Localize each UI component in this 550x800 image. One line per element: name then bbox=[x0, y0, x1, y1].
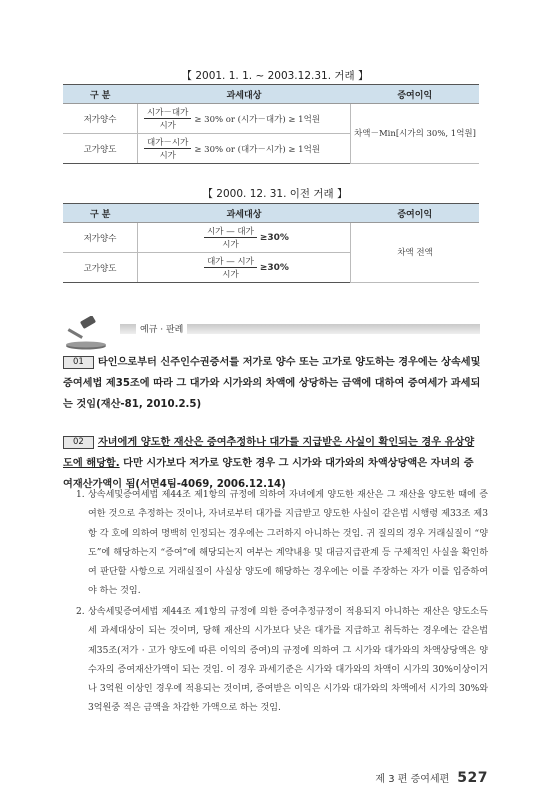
table1-caption: 【 2001. 1. 1. ~ 2003.12.31. 거래 】 bbox=[181, 70, 369, 82]
row-type: 고가양도 bbox=[63, 134, 138, 164]
page-number: 527 bbox=[457, 770, 488, 786]
fraction bbox=[144, 106, 191, 131]
condition-text: ≥30% bbox=[259, 262, 289, 273]
condition-text: ≥30% bbox=[259, 232, 289, 243]
fraction-numerator: 시가 — 대가 bbox=[204, 225, 257, 238]
fraction bbox=[204, 255, 257, 280]
table-header-row bbox=[63, 85, 479, 104]
fraction-numerator: 대가－시가 bbox=[144, 136, 191, 149]
ruling-text-underlined: 자녀에게 양도한 재산은 증여추정하나 대가를 지급받은 사실이 확인되는 경우 유상양도에 해당함. bbox=[63, 437, 475, 469]
ruling-text: 타인으로부터 신주인수권증서를 저가로 양수 또는 고가로 양도하는 경우에는 상속세및증여세법 제35조에 따라 그 대가와 시가와의 차액에 상당하는 금액에 대하여 증여세가 과세되는 것임(재산-81, 2010.2.5) bbox=[63, 357, 481, 410]
table-header-row bbox=[63, 204, 479, 223]
fraction-denominator: 시가 bbox=[222, 270, 239, 280]
rulings-banner bbox=[60, 316, 480, 342]
fraction-numerator: 대가 — 시가 bbox=[204, 255, 257, 268]
ruling-text: 다만 시가보다 저가로 양도한 경우 그 시가와 대가와의 차액상당액은 자녀의 증여재산가액이 됨(서면4팀-4069, 2006.12.14) bbox=[63, 458, 474, 490]
condition-text: ≥ 30% or (시가－대가) ≥ 1억원 bbox=[194, 114, 320, 125]
fraction bbox=[204, 225, 257, 250]
row-type: 저가양수 bbox=[63, 104, 138, 134]
list-item bbox=[76, 603, 488, 719]
list-item bbox=[76, 486, 488, 602]
header-gift-benefit: 증여이익 bbox=[351, 85, 480, 104]
table2-caption: 【 2000. 12. 31. 이전 거래 】 bbox=[202, 188, 348, 200]
header-taxable: 과세대상 bbox=[138, 204, 351, 223]
ruling-number-badge: 01 bbox=[63, 356, 94, 369]
fraction-numerator: 시가－대가 bbox=[144, 106, 191, 119]
table-row bbox=[63, 104, 479, 134]
row-condition bbox=[138, 223, 351, 253]
banner-label: 예규 · 판례 bbox=[136, 322, 187, 335]
header-category: 구 분 bbox=[63, 204, 138, 223]
gift-benefit-cell: 차액－Min[시가의 30%, 1억원] bbox=[351, 104, 480, 164]
section-title: 제 3 편 증여세편 bbox=[375, 774, 450, 785]
list-item-text: 상속세및증여세법 제44조 제1항의 규정에 의하여 자녀에게 양도한 재산은 그 재산을 양도한 때에 증여한 것으로 추정하는 것이나, 자녀로부터 대가를 지급받고 양도한 사실이 같은법 시행령 제33조 제3항 각 호에 의하여 명백히 인정되는 경우에는 그러하지 아니하는 것임. 귀 질의의 경우 거래실질이 “양도”에 해당하는지 “증여”에 해당되는지 여부는 계약내용 및 대금지급관계 등 구체적인 사실을 확인하여 판단할 사항으로 거래실질이 사실상 양도에 해당하는 경우에는 이를 주장하는 자가 이를 입증하여야 하는 것임. bbox=[88, 490, 488, 597]
table-row bbox=[63, 223, 479, 253]
row-condition bbox=[138, 134, 351, 164]
row-type: 고가양도 bbox=[63, 253, 138, 283]
list-item-text: 상속세및증여세법 제44조 제1항의 규정에 의한 증여추정규정이 적용되지 아니하는 재산은 양도소득세 과세대상이 되는 것이며, 당해 재산의 시가보다 낮은 대가를 지급하고 취득하는 경우에는 같은법 제35조(저가 · 고가 양도에 따른 이익의 증여)의 규정에 의하여 그 시가와 대가와의 차액상당액은 양수자의 증여재산가액이 되는 것임. 이 경우 과세기준은 시가와 대가와의 차액이 시가의 30%이상이거나 3억원 이상인 경우에 적용되는 것이며, 증여받은 이익은 시가와 대가와의 차액에서 시가의 30%와 3억원중 적은 금액을 차감한 가액으로 하는 것임. bbox=[88, 607, 488, 714]
fraction-denominator: 시가 bbox=[159, 151, 176, 161]
fraction-denominator: 시가 bbox=[159, 121, 176, 131]
list-marker: 2. bbox=[76, 607, 85, 617]
ruling-number-badge: 02 bbox=[63, 436, 94, 449]
row-condition bbox=[138, 253, 351, 283]
page-footer bbox=[375, 770, 488, 786]
condition-text: ≥ 30% or (대가－시가) ≥ 1억원 bbox=[194, 144, 320, 155]
ruling-01 bbox=[63, 352, 483, 415]
row-type: 저가양수 bbox=[63, 223, 138, 253]
fraction bbox=[144, 136, 191, 161]
row-condition bbox=[138, 104, 351, 134]
header-taxable: 과세대상 bbox=[138, 85, 351, 104]
table-2001-2003 bbox=[63, 84, 479, 164]
header-gift-benefit: 증여이익 bbox=[351, 204, 480, 223]
fraction-denominator: 시가 bbox=[222, 240, 239, 250]
gift-benefit-cell: 차액 전액 bbox=[351, 223, 480, 283]
list-marker: 1. bbox=[76, 490, 85, 500]
gavel-icon bbox=[62, 316, 110, 350]
table-before-2000 bbox=[63, 203, 479, 283]
header-category: 구 분 bbox=[63, 85, 138, 104]
